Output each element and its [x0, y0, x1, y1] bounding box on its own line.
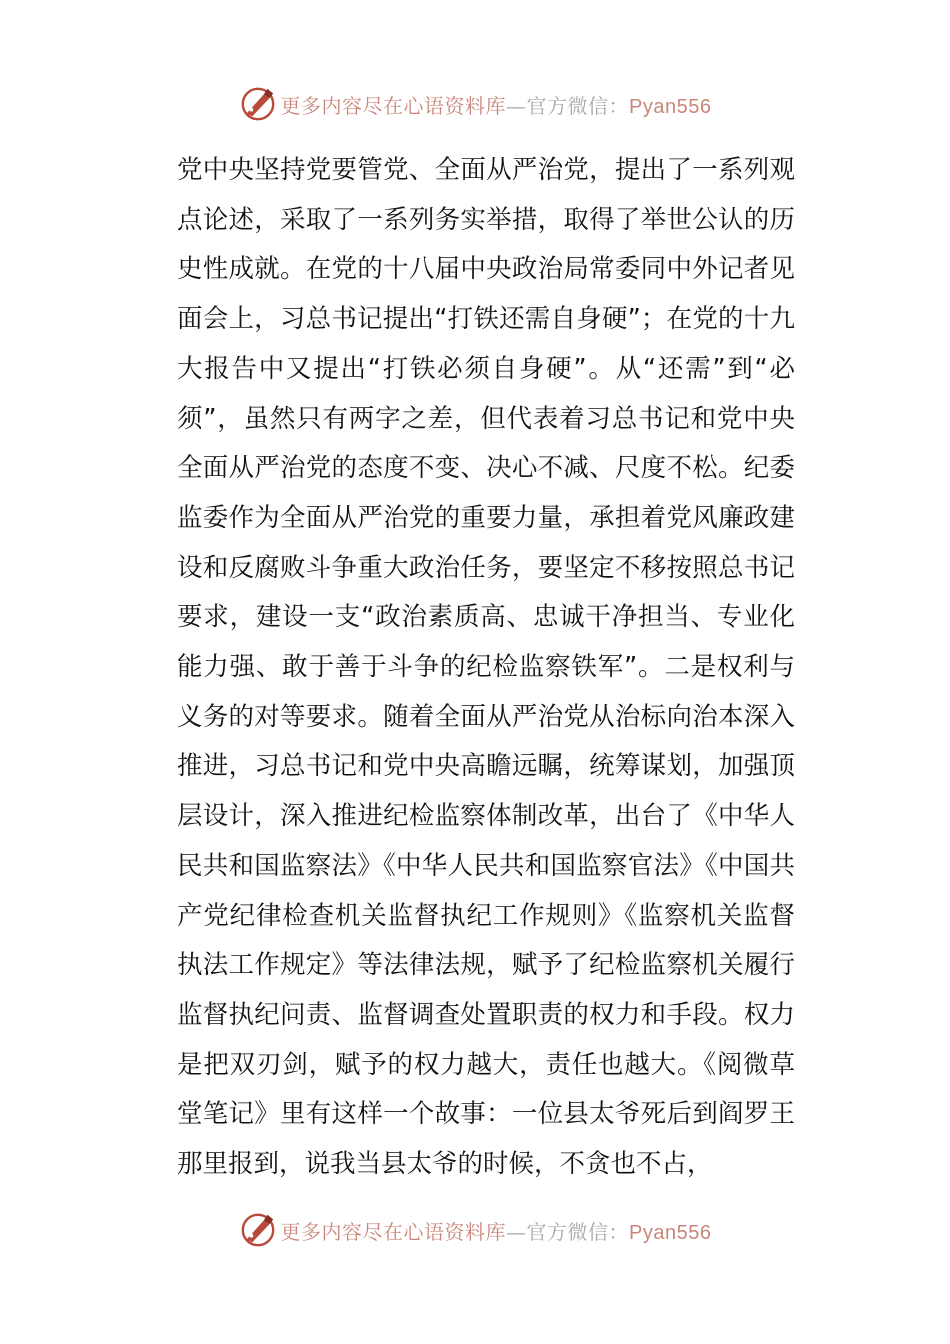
- footer-banner-dash: —: [506, 1219, 527, 1244]
- header-banner-wechat-id: Pyan556: [629, 95, 712, 118]
- footer-banner-wechat-id: Pyan556: [629, 1221, 712, 1244]
- body-paragraph: 党中央坚持党要管党、全面从严治党，提出了一系列观点论述，采取了一系列务实举措，取得了举世公认的历史性成就。在党的十八届中央政治局常委同中外记者见面会上，习总书记提出“打铁还需自身硬”；在党的十九大报告中又提出“打铁必须自身硬”。从“还需”到“必须”，虽然只有两字之差，但代表着习总书记和党中央全面从严治党的态度不变、决心不减、尺度不松。纪委监委作为全面从严治党的重要力量，承担着党风廉政建设和反腐败斗争重大政治任务，要坚定不移按照总书记要求，建设一支“政治素质高、忠诚干净担当、专业化能力强、敢于善于斗争的纪检监察铁军”。二是权利与义务的对等要求。随着全面从严治党从治标向治本深入推进，习总书记和党中央高瞻远瞩，统筹谋划，加强顶层设计，深入推进纪检监察体制改革，出台了《中华人民共和国监察法》《中华人民共和国监察官法》《中国共产党纪律检查机关监督执纪工作规则》《监察机关监督执法工作规定》等法律法规，赋予了纪检监察机关履行监督执纪问责、监督调查处置职责的权力和手段。权力是把双刃剑，赋予的权力越大，责任也越大。《阅微草堂笔记》里有这样一个故事：一位县太爷死后到阎罗王那里报到，说我当县太爷的时候，不贪也不占，: [177, 155, 795, 1180]
- footer-banner-wechat-label: 官方微信：: [526, 1219, 630, 1244]
- header-banner: [0, 84, 950, 124]
- header-banner-wechat-label: 官方微信：: [526, 93, 630, 118]
- pen-nib-logo-icon: [239, 1211, 277, 1249]
- header-banner-text: [281, 90, 712, 119]
- document-body: [177, 146, 795, 1190]
- footer-banner-main: 更多内容尽在心语资料库: [280, 1219, 507, 1244]
- footer-banner: [0, 1210, 950, 1250]
- header-banner-dash: —: [506, 93, 527, 118]
- footer-banner-text: [281, 1216, 712, 1245]
- header-banner-main: 更多内容尽在心语资料库: [280, 93, 507, 118]
- pen-nib-logo-icon: [239, 85, 277, 123]
